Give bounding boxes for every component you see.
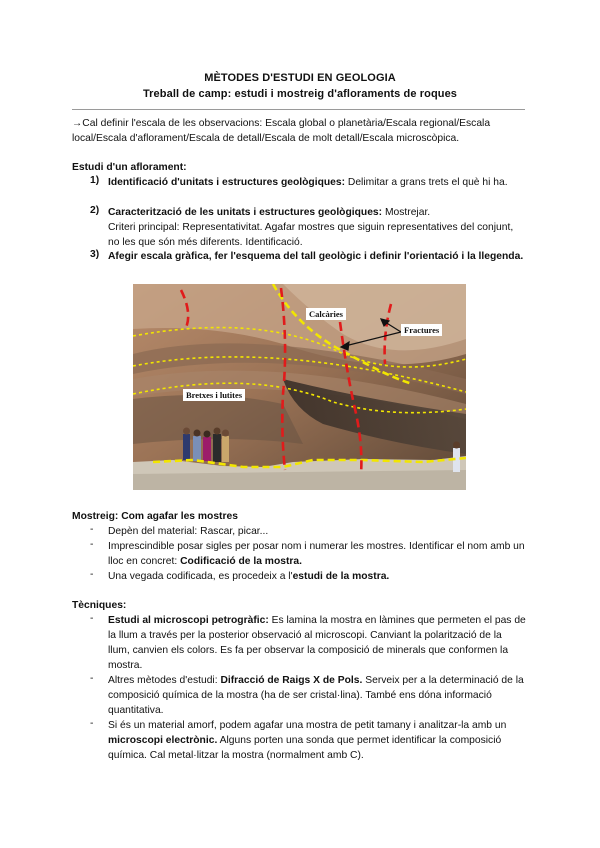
item-bold: estudi de la mostra. xyxy=(292,571,390,582)
list-item xyxy=(108,205,526,250)
item-text: Imprescindible posar sigles per posar nom i numerar les mostres. Identificar el nom amb un lloc en concret: xyxy=(108,541,525,567)
list-item xyxy=(108,718,526,763)
outcrop-illustration xyxy=(133,284,466,490)
label-bretxes: Bretxes i lutites xyxy=(183,389,245,401)
list-item: Depèn del material: Rascar, picar... xyxy=(108,526,269,537)
item-text: Serveix per a la determinació de la composició química de la mostra (ha de ser cristal·lina). També ens dóna informació quantitativa. xyxy=(108,675,524,716)
item-text: Alguns porten una sonda que permet identificar la composició química. Cal metal·litzar la mostra (normalment amb C). xyxy=(108,735,502,761)
label-fractures: Fractures xyxy=(401,324,442,336)
bullet-dash: - xyxy=(90,718,94,729)
item-bold: Codificació de la mostra. xyxy=(180,556,303,567)
item-pre: Si és un material amorf, podem agafar una mostra de petit tamany i analitzar-la amb un xyxy=(108,720,507,731)
page-title: MÈTODES D'ESTUDI EN GEOLOGIA xyxy=(204,72,396,84)
bullet-dash: - xyxy=(90,613,94,624)
bullet-dash: - xyxy=(90,524,94,535)
item-text: Es lamina la mostra en làmines que permeten el pas de la llum a través per la posterior observació al microscopi. Canviant la polarització de la llum, canvien els colors. Es fa per observar la composició de minerals que conformen la mostra. xyxy=(108,615,526,671)
item-bold: Estudi al microscopi petrogràfic: xyxy=(108,615,269,626)
intro-paragraph: →Cal definir l'escala de les observacions: Escala global o planetària/Escala regional/Escala local/Escala d'aflorament/Escala de detall/Escala de molt detall/Escala microscòpica. xyxy=(72,118,491,144)
label-calcaries: Calcàries xyxy=(306,308,346,320)
section-heading-mostreig: Mostreig: Com agafar les mostres xyxy=(72,511,238,522)
item-number: 3) xyxy=(90,249,100,260)
section-heading-afloraments: Estudi d'un aflorament: xyxy=(72,162,187,173)
bullet-dash: - xyxy=(90,539,94,550)
item-text: Delimitar a grans trets el què hi ha. xyxy=(345,177,508,188)
item-bold: Afegir escala gràfica, fer l'esquema del tall geològic i definir l'orientació i la llegenda. xyxy=(108,251,524,262)
item-number: 2) xyxy=(90,205,100,216)
bullet-dash: - xyxy=(90,673,94,684)
item-pre: Altres mètodes d'estudi: xyxy=(108,675,221,686)
outcrop-photo xyxy=(133,284,466,490)
list-item xyxy=(108,569,526,584)
item-number: 1) xyxy=(90,175,100,186)
item-bold: Caracterització de les unitats i estructures geològiques: xyxy=(108,207,383,218)
list-item xyxy=(108,249,526,264)
item-extra: Criteri principal: Representativitat. Agafar mostres que siguin representatives del conjunt, no les que són més diferents. Identificació. xyxy=(108,222,514,248)
list-item xyxy=(108,673,526,718)
section-heading-tecniques: Tècniques: xyxy=(72,600,127,611)
item-text: Mostrejar. xyxy=(382,207,431,218)
item-bold: microscopi electrònic. xyxy=(108,735,218,746)
bullet-dash: - xyxy=(90,569,94,580)
item-text: Una vegada codificada, es procedeix a l' xyxy=(108,571,293,582)
list-item xyxy=(108,175,526,190)
divider xyxy=(72,109,525,110)
item-bold: Difracció de Raigs X de Pols. xyxy=(220,675,363,686)
list-item xyxy=(108,613,526,673)
page-subtitle: Treball de camp: estudi i mostreig d'afloraments de roques xyxy=(142,88,458,100)
list-item xyxy=(108,539,526,569)
item-bold: Identificació d'unitats i estructures geològiques: xyxy=(108,177,346,188)
